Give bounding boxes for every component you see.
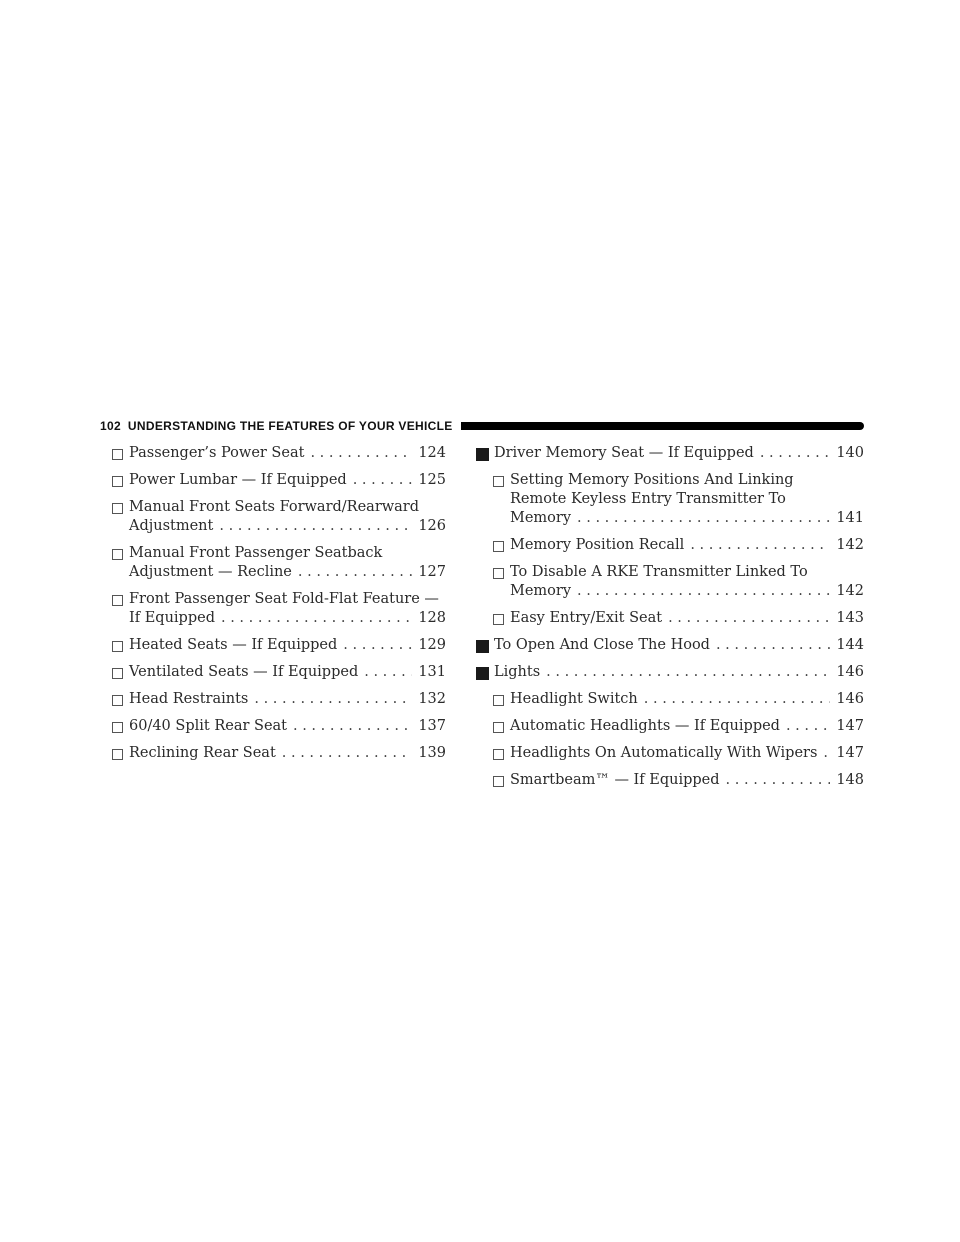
section-bullet-icon	[476, 640, 489, 653]
toc-entry-text	[129, 636, 446, 655]
toc-entry-last-line	[494, 636, 864, 655]
toc-entry-title-line: Memory	[510, 510, 572, 526]
subsection-box-icon	[493, 568, 504, 579]
dot-leader	[662, 609, 830, 628]
toc-entry-last-line	[129, 690, 446, 709]
toc-entry-text	[129, 744, 446, 763]
dot-leader	[720, 771, 831, 790]
toc-entry[interactable]	[112, 544, 446, 582]
subsection-box-icon	[112, 668, 123, 679]
subsection-box-icon	[112, 449, 123, 460]
dot-leader	[780, 717, 830, 736]
toc-page-number: 141	[836, 510, 864, 526]
toc-right-column	[476, 444, 864, 798]
section-bullet-icon	[476, 448, 489, 461]
toc-entry-title-line: To Disable A RKE Transmitter Linked To	[510, 564, 808, 580]
toc-entry-title-line: Manual Front Seats Forward/Rearward	[129, 499, 420, 515]
toc-page-number: 139	[418, 745, 446, 761]
toc-entry-text	[494, 444, 864, 463]
toc-entry-title-line: Heated Seats — If Equipped	[129, 637, 338, 653]
toc-entry-text	[129, 590, 446, 628]
toc-entry-last-line	[494, 663, 864, 682]
subsection-box-icon	[493, 476, 504, 487]
toc-entry-text	[510, 609, 864, 628]
toc-entry[interactable]	[112, 444, 446, 463]
toc-page-number: 147	[836, 745, 864, 761]
toc-entry-title-line: Headlight Switch	[510, 691, 638, 707]
toc-entry[interactable]	[476, 771, 864, 790]
toc-entry[interactable]	[112, 717, 446, 736]
header-rule	[461, 422, 864, 430]
toc-entry-last-line	[494, 444, 864, 463]
toc-entry-title-line: Ventilated Seats — If Equipped	[129, 664, 359, 680]
toc-entry-last-line	[129, 636, 446, 655]
subsection-box-icon	[112, 549, 123, 560]
subsection-box-icon	[112, 476, 123, 487]
toc-entry-title-line: Reclining Rear Seat	[129, 745, 276, 761]
toc-entry[interactable]	[476, 690, 864, 709]
toc-page-number: 137	[418, 718, 446, 734]
toc-page-number: 142	[836, 537, 864, 553]
page-header	[100, 418, 864, 434]
toc-entry[interactable]	[112, 690, 446, 709]
subsection-box-icon	[112, 695, 123, 706]
toc-entry-title-line: Automatic Headlights — If Equipped	[510, 718, 780, 734]
toc-page-number: 126	[418, 518, 446, 534]
toc-entry[interactable]	[112, 590, 446, 628]
toc-entry[interactable]	[112, 744, 446, 763]
toc-page-number: 129	[418, 637, 446, 653]
toc-entry-title-line: Head Restraints	[129, 691, 249, 707]
toc-entry-last-line	[129, 663, 446, 682]
toc-entry-title-line: To Open And Close The Hood	[494, 637, 710, 653]
toc-entry-text	[510, 717, 864, 736]
toc-entry[interactable]	[476, 536, 864, 555]
toc-entry-title-line: 60/40 Split Rear Seat	[129, 718, 287, 734]
toc-entry-text	[510, 744, 864, 763]
subsection-box-icon	[493, 541, 504, 552]
dot-leader	[337, 636, 412, 655]
subsection-box-icon	[112, 595, 123, 606]
toc-entry-title-line: If Equipped	[129, 610, 215, 626]
subsection-box-icon	[493, 614, 504, 625]
toc-entry-text	[129, 471, 446, 490]
toc-entry-title-line: Setting Memory Positions And Linking	[510, 472, 794, 488]
toc-entry[interactable]	[476, 444, 864, 463]
toc-entry[interactable]	[476, 471, 864, 528]
subsection-box-icon	[493, 695, 504, 706]
toc-entry[interactable]	[476, 609, 864, 628]
toc-entry-text	[494, 636, 864, 655]
toc-entry-title-line: Driver Memory Seat — If Equipped	[494, 445, 754, 461]
toc-page-number: 124	[418, 445, 446, 461]
toc-entry-text	[129, 690, 446, 709]
dot-leader	[684, 536, 830, 555]
subsection-box-icon	[493, 749, 504, 760]
toc-entry-title-line: Easy Entry/Exit Seat	[510, 610, 663, 626]
toc-page-number: 140	[836, 445, 864, 461]
toc-entry-title-line: Headlights On Automatically With Wipers	[510, 745, 818, 761]
toc-entry-last-line	[510, 536, 864, 555]
toc-entry-last-line	[129, 517, 446, 536]
toc-entry-text	[510, 690, 864, 709]
toc-entry-last-line	[510, 609, 864, 628]
toc-page-number: 125	[418, 472, 446, 488]
toc-entry-last-line	[129, 609, 446, 628]
dot-leader	[276, 744, 413, 763]
toc-entry-title-line: Front Passenger Seat Fold-Flat Feature —	[129, 591, 439, 607]
toc-page-number: 146	[836, 664, 864, 680]
dot-leader	[304, 444, 412, 463]
toc-entry-title-line: Adjustment — Recline	[129, 564, 292, 580]
subsection-box-icon	[112, 641, 123, 652]
dot-leader	[817, 744, 830, 763]
toc-entry-text	[510, 771, 864, 790]
toc-entry-last-line	[510, 582, 864, 601]
toc-entry-text	[494, 663, 864, 682]
toc-entry-last-line	[129, 717, 446, 736]
toc-page-number: 144	[836, 637, 864, 653]
toc-entry[interactable]	[476, 744, 864, 763]
dot-leader	[287, 717, 412, 736]
toc-entry[interactable]	[476, 636, 864, 655]
toc-entry-last-line	[510, 509, 864, 528]
subsection-box-icon	[112, 722, 123, 733]
toc-entry-text	[510, 563, 864, 601]
toc-entry-last-line	[510, 690, 864, 709]
toc-entry-text	[129, 444, 446, 463]
page-number: 102	[100, 419, 121, 433]
toc-entry[interactable]	[112, 498, 446, 536]
toc-entry-title-line: Smartbeam™ — If Equipped	[510, 772, 720, 788]
toc-left-column	[112, 444, 446, 771]
toc-entry-title-line: Power Lumbar — If Equipped	[129, 472, 347, 488]
dot-leader	[347, 471, 413, 490]
toc-page-number: 147	[836, 718, 864, 734]
subsection-box-icon	[493, 722, 504, 733]
toc-entry-last-line	[129, 444, 446, 463]
toc-page-number: 131	[418, 664, 446, 680]
dot-leader	[571, 509, 830, 528]
toc-page-number: 148	[836, 772, 864, 788]
toc-entry-text	[510, 536, 864, 555]
dot-leader	[754, 444, 830, 463]
toc-page-number: 128	[418, 610, 446, 626]
toc-entry[interactable]	[112, 636, 446, 655]
toc-entry[interactable]	[112, 663, 446, 682]
toc-entry-text	[129, 663, 446, 682]
toc-page-number: 146	[836, 691, 864, 707]
toc-entry-title-line: Memory	[510, 583, 572, 599]
toc-entry-title-line: Adjustment	[129, 518, 214, 534]
toc-entry-last-line	[510, 771, 864, 790]
section-title: UNDERSTANDING THE FEATURES OF YOUR VEHICLE	[127, 419, 453, 433]
dot-leader	[215, 609, 412, 628]
dot-leader	[213, 517, 412, 536]
section-bullet-icon	[476, 667, 489, 680]
subsection-box-icon	[112, 503, 123, 514]
toc-entry-last-line	[510, 744, 864, 763]
dot-leader	[358, 663, 412, 682]
toc-entry-last-line	[129, 563, 446, 582]
toc-page-number: 132	[418, 691, 446, 707]
dot-leader	[710, 636, 830, 655]
toc-entry-text	[129, 544, 446, 582]
toc-page-number: 142	[836, 583, 864, 599]
toc-entry-text	[129, 717, 446, 736]
toc-entry-title-line: Remote Keyless Entry Transmitter To	[510, 491, 786, 507]
dot-leader	[540, 663, 830, 682]
toc-entry-title-line: Memory Position Recall	[510, 537, 685, 553]
toc-entry[interactable]	[476, 563, 864, 601]
subsection-box-icon	[493, 776, 504, 787]
subsection-box-icon	[112, 749, 123, 760]
toc-entry[interactable]	[476, 717, 864, 736]
toc-page-number: 143	[836, 610, 864, 626]
toc-entry-text	[510, 471, 864, 528]
toc-entry-title-line: Manual Front Passenger Seatback	[129, 545, 383, 561]
toc-entry-last-line	[129, 744, 446, 763]
dot-leader	[571, 582, 830, 601]
toc-entry[interactable]	[476, 663, 864, 682]
toc-entry-title-line: Lights	[494, 664, 541, 680]
dot-leader	[292, 563, 412, 582]
toc-entry[interactable]	[112, 471, 446, 490]
toc-entry-title-line: Passenger’s Power Seat	[129, 445, 305, 461]
dot-leader	[248, 690, 412, 709]
toc-entry-last-line	[129, 471, 446, 490]
dot-leader	[638, 690, 831, 709]
toc-page-number: 127	[418, 564, 446, 580]
toc-entry-last-line	[510, 717, 864, 736]
toc-entry-text	[129, 498, 446, 536]
